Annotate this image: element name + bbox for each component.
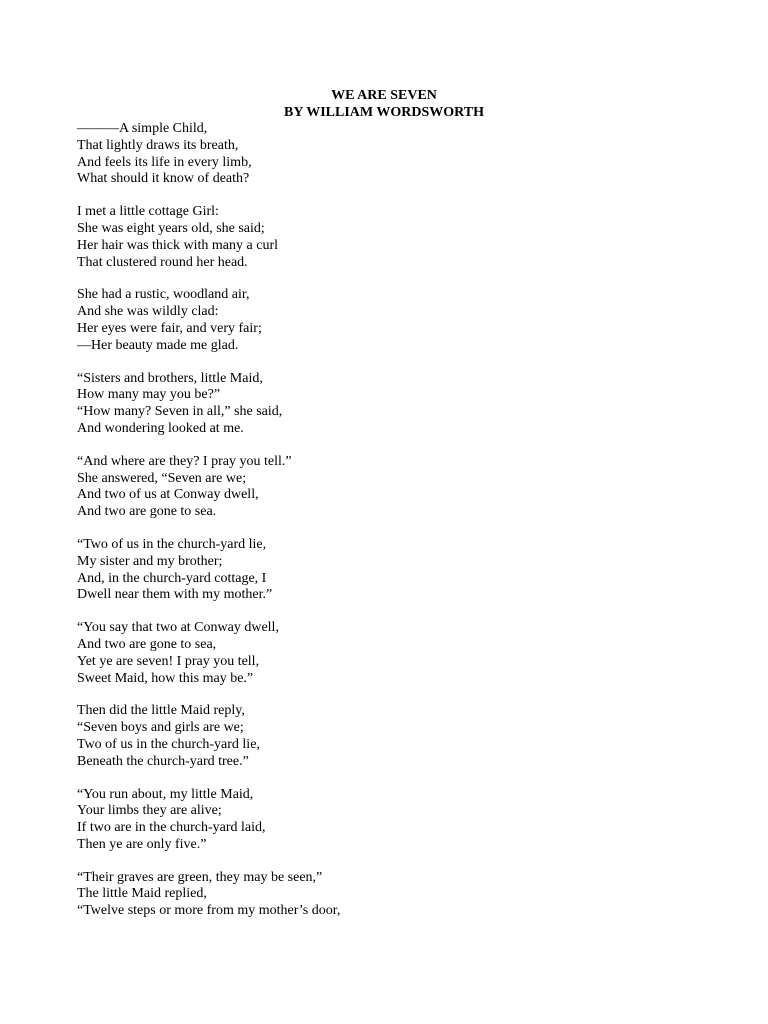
- poem-line: And wondering looked at me.: [77, 420, 244, 436]
- poem-line: Two of us in the church-yard lie,: [77, 736, 260, 752]
- poem-line: “How many? Seven in all,” she said,: [77, 404, 283, 420]
- poem-line: Yet ye are seven! I pray you tell,: [77, 653, 260, 669]
- poem-line: “You say that two at Conway dwell,: [77, 620, 279, 636]
- poem-line: Her eyes were fair, and very fair;: [77, 320, 262, 336]
- poem-line: Then ye are only five.”: [77, 836, 207, 852]
- poem-line: Sweet Maid, how this may be.”: [77, 670, 254, 686]
- poem-line: She was eight years old, she said;: [77, 220, 265, 236]
- poem-line: And she was wildly clad:: [77, 304, 219, 320]
- stanza: [77, 620, 737, 687]
- poem-line: ———A simple Child,: [77, 121, 208, 136]
- poem-line: “Sisters and brothers, little Maid,: [77, 370, 263, 386]
- poem-line: Then did the little Maid reply,: [77, 703, 245, 719]
- poem-title: WE ARE SEVEN: [331, 88, 437, 103]
- poem-line: How many may you be?”: [77, 387, 221, 403]
- poem-line: Dwell near them with my mother.”: [77, 587, 273, 603]
- poem-line: Her hair was thick with many a curl: [77, 237, 278, 253]
- poem-line: —Her beauty made me glad.: [77, 337, 239, 353]
- poem-line: And two are gone to sea,: [77, 636, 217, 652]
- stanza: [77, 870, 737, 920]
- poem-author: BY WILLIAM WORDSWORTH: [284, 105, 484, 120]
- poem-line: That lightly draws its breath,: [77, 137, 239, 153]
- poem-line: That clustered round her head.: [77, 254, 248, 270]
- poem-line: Your limbs they are alive;: [77, 803, 222, 819]
- poem-line: My sister and my brother;: [77, 553, 223, 569]
- poem-line: And two are gone to sea.: [77, 504, 217, 520]
- poem-line: She had a rustic, woodland air,: [77, 287, 250, 303]
- poem-line: “Seven boys and girls are we;: [77, 720, 244, 736]
- stanza: [77, 121, 737, 188]
- poem-line: “Two of us in the church-yard lie,: [77, 536, 267, 552]
- poem-line: “Their graves are green, they may be seen,”: [77, 869, 323, 885]
- stanza: [77, 371, 737, 438]
- poem-line: And two of us at Conway dwell,: [77, 487, 259, 503]
- poem-line: Beneath the church-yard tree.”: [77, 753, 249, 769]
- poem-line: “Twelve steps or more from my mother’s door,: [77, 903, 341, 919]
- stanza: [77, 787, 737, 854]
- poem-line: If two are in the church-yard laid,: [77, 820, 266, 836]
- poem-body: [77, 121, 737, 936]
- poem-line: And, in the church-yard cottage, I: [77, 570, 267, 586]
- stanza: [77, 454, 737, 521]
- poem-line: What should it know of death?: [77, 171, 250, 187]
- stanza: [77, 703, 737, 770]
- poem-line: “You run about, my little Maid,: [77, 786, 254, 802]
- poem-line: The little Maid replied,: [77, 886, 207, 902]
- stanza: [77, 204, 737, 271]
- poem-line: I met a little cottage Girl:: [77, 204, 219, 220]
- poem-line: And feels its life in every limb,: [77, 154, 252, 170]
- title-block: [0, 87, 768, 121]
- poem-line: “And where are they? I pray you tell.”: [77, 453, 292, 469]
- stanza: [77, 287, 737, 354]
- poem-line: She answered, “Seven are we;: [77, 470, 247, 486]
- stanza: [77, 537, 737, 604]
